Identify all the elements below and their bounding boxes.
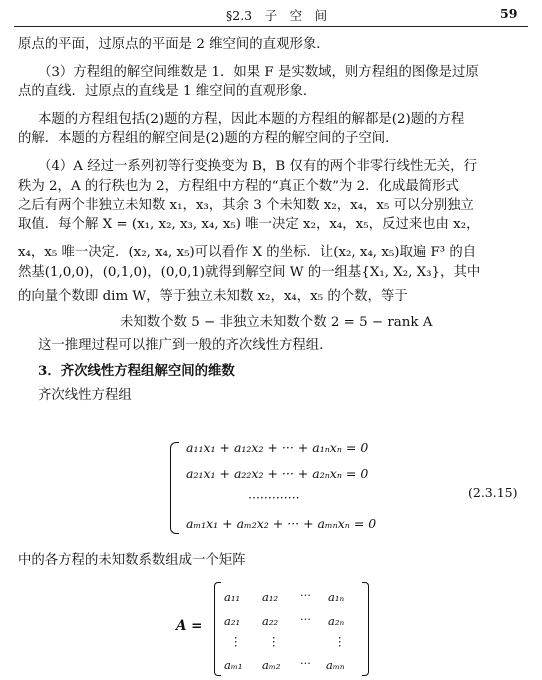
matrix-cell: ··· xyxy=(300,656,311,670)
matrix-cell: a₂ₙ xyxy=(328,614,345,628)
matrix-cell: ··· xyxy=(300,588,311,602)
paragraph-line: 原点的平面，过原点的平面是 2 维空间的直观形象． xyxy=(18,37,330,52)
matrix-right-bracket xyxy=(362,582,369,676)
matrix-lhs: A = xyxy=(176,618,203,634)
equation-label: (2.3.15) xyxy=(468,485,518,500)
equation-row: aₘ₁x₁ + aₘ₂x₂ + ··· + aₘₙxₙ = 0 xyxy=(186,516,377,531)
matrix-cell: ··· xyxy=(300,612,311,626)
paragraph-line: x₄，x₅ 唯一决定．(x₂, x₄, x₅)可以看作 X 的坐标．让(x₂, x₄, x₅)取遍 F³ 的自 xyxy=(18,245,477,260)
matrix-cell: a₂₂ xyxy=(262,614,279,628)
matrix-cell: a₁₁ xyxy=(224,590,241,604)
paragraph-line: 这一推理过程可以推广到一般的齐次线性方程组． xyxy=(38,338,333,353)
matrix-cell: ⋮ xyxy=(268,634,280,648)
equation-ellipsis: ············· xyxy=(248,490,300,505)
section-header: §2.3 子 空 间 xyxy=(226,8,328,23)
system-brace xyxy=(170,442,179,534)
matrix-cell: ⋮ xyxy=(334,634,346,648)
paragraph-line: 取值．每个解 X = (x₁, x₂, x₃, x₄, x₅) 唯一决定 x₂，x₄，x₅，反过来也由 x₂， xyxy=(18,217,480,232)
matrix-cell: aₘ₂ xyxy=(262,658,281,672)
paragraph-line: （4）A 经过一系列初等行变换变为 B，B 仅有的两个非零行线性无关，行 xyxy=(38,159,477,174)
matrix-left-bracket xyxy=(214,582,221,676)
paragraph-line: 本题的方程组包括(2)题的方程，因此本题的方程组的解都是(2)题的方程 xyxy=(38,112,465,127)
paragraph-line: 之后有两个非独立未知数 x₁，x₃，其余 3 个未知数 x₂，x₄，x₅ 可以分别独立 xyxy=(18,198,474,213)
matrix-cell: aₘ₁ xyxy=(224,658,243,672)
section-heading: 3．齐次线性方程组解空间的维数 xyxy=(38,363,235,379)
matrix-cell: a₂₁ xyxy=(224,614,241,628)
matrix-cell: aₘₙ xyxy=(326,658,345,672)
matrix-cell: a₁₂ xyxy=(262,590,279,604)
paragraph-line: 点的直线．过原点的直线是 1 维空间的直观形象． xyxy=(18,84,317,99)
page-number: 59 xyxy=(500,6,518,21)
header-rule xyxy=(14,26,528,27)
equation-row: a₂₁x₁ + a₂₂x₂ + ··· + a₂ₙxₙ = 0 xyxy=(186,466,369,481)
matrix-cell: a₁ₙ xyxy=(328,590,345,604)
paragraph-line: （3）方程组的解空间维数是 1．如果 F 是实数域，则方程组的图像是过原 xyxy=(38,65,479,80)
display-formula: 未知数个数 5 − 非独立未知数个数 2 = 5 − rank A xyxy=(120,315,433,330)
paragraph-line: 齐次线性方程组 xyxy=(38,388,132,403)
paragraph-line: 中的各方程的未知数系数组成一个矩阵 xyxy=(18,553,246,568)
matrix-cell: ⋮ xyxy=(230,634,242,648)
paragraph-line: 然基(1,0,0)，(0,1,0)，(0,0,1)就得到解空间 W 的一组基{X₁, X₂, X₃}，其中 xyxy=(18,265,481,280)
equation-row: a₁₁x₁ + a₁₂x₂ + ··· + a₁ₙxₙ = 0 xyxy=(186,440,369,455)
paragraph-line: 的向量个数即 dim W，等于独立未知数 x₂，x₄，x₅ 的个数，等于 xyxy=(18,289,408,304)
paragraph-line: 秩为 2，A 的行秩也为 2，方程组中方程的“真正个数”为 2．化成最简形式 xyxy=(18,179,459,194)
paragraph-line: 的解．本题的方程组的解空间是(2)题的方程的解空间的子空间． xyxy=(18,131,399,146)
